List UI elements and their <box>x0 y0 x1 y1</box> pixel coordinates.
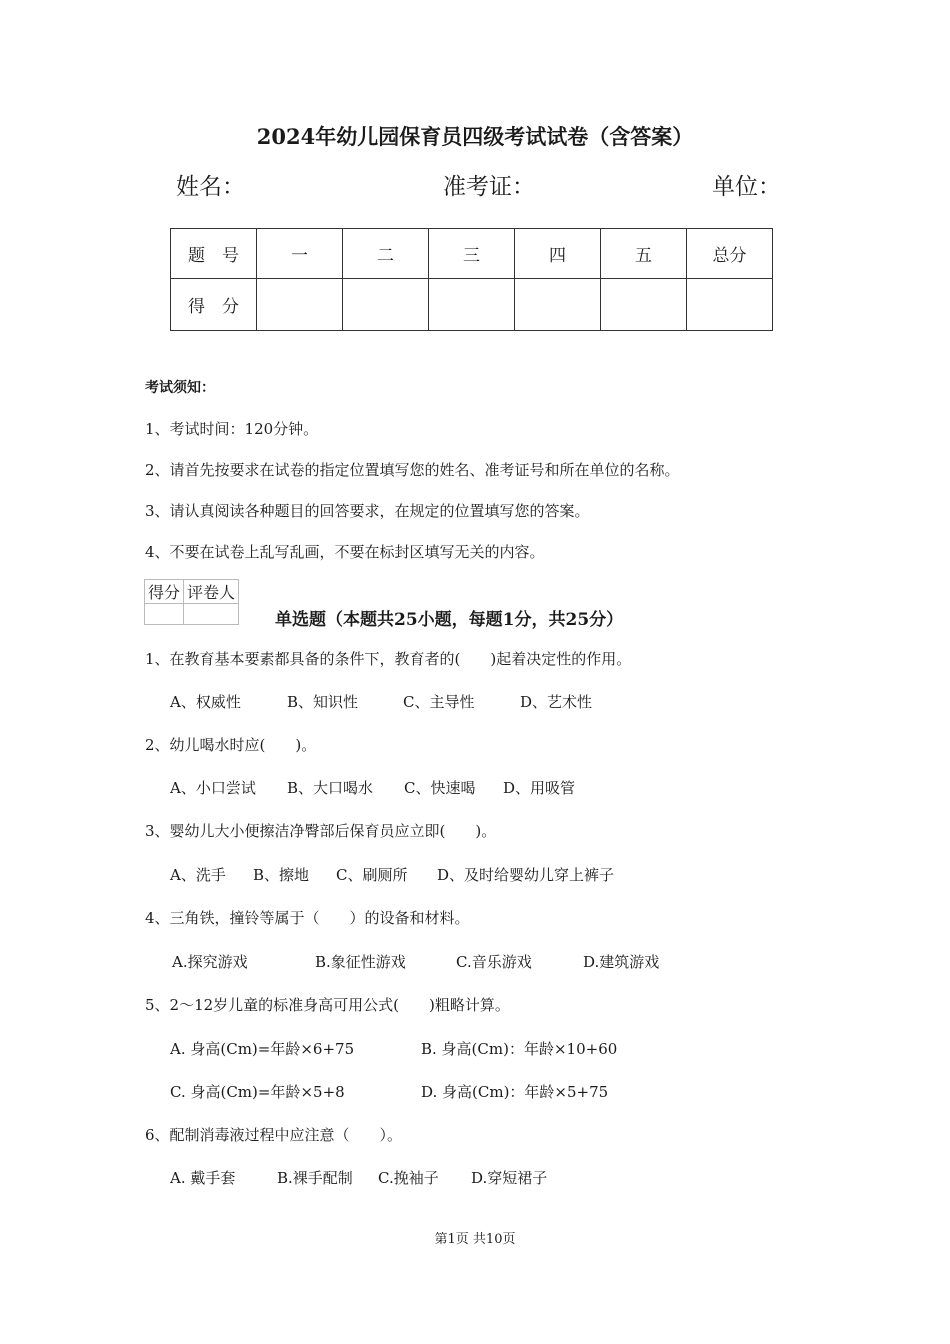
page-title: 2024年幼儿园保育员四级考试试卷（含答案） <box>256 124 694 149</box>
score-cell[interactable] <box>257 279 343 331</box>
section-title: 单选题（本题共25小题，每题1分，共25分） <box>275 610 624 630</box>
score-row-label: 得 分 <box>171 279 257 331</box>
answer-option: A、小口尝试 <box>170 779 256 797</box>
answer-option: B、大口喝水 <box>287 779 374 797</box>
answer-option: B.象征性游戏 <box>315 953 406 971</box>
answer-option: A. 戴手套 <box>170 1169 236 1187</box>
exam-id-label: 准考证： <box>443 174 535 200</box>
question-text: 5、2～12岁儿童的标准身高可用公式( )粗略计算。 <box>145 996 510 1014</box>
score-cell[interactable] <box>687 279 773 331</box>
score-cell[interactable] <box>601 279 687 331</box>
answer-option: B.裸手配制 <box>277 1169 353 1187</box>
question-text: 6、配制消毒液过程中应注意（ ）。 <box>145 1126 403 1144</box>
answer-option: C、刷厕所 <box>336 866 408 884</box>
answer-option: C.挽袖子 <box>378 1169 439 1187</box>
answer-option: A.探究游戏 <box>172 953 248 971</box>
score-table-header-cell: 五 <box>601 229 687 279</box>
grader-name-label: 评卷人 <box>184 580 239 604</box>
score-table-header-cell: 四 <box>515 229 601 279</box>
score-table-header-cell: 总分 <box>687 229 773 279</box>
answer-option: B. 身高(Cm)：年龄×10+60 <box>421 1040 618 1058</box>
answer-option: C.音乐游戏 <box>456 953 532 971</box>
grader-score-cell[interactable] <box>145 604 184 625</box>
grader-name-cell[interactable] <box>184 604 239 625</box>
unit-label: 单位： <box>712 174 781 200</box>
answer-option: D.建筑游戏 <box>583 953 660 971</box>
notice-item: 2、请首先按要求在试卷的指定位置填写您的姓名、准考证号和所在单位的名称。 <box>145 461 680 479</box>
score-table-header-row <box>171 229 773 279</box>
answer-option: D、艺术性 <box>520 693 593 711</box>
question-text: 1、在教育基本要素都具备的条件下，教育者的( )起着决定性的作用。 <box>145 650 632 668</box>
grader-score-label: 得分 <box>145 580 184 604</box>
score-table-header-cell: 二 <box>343 229 429 279</box>
notice-title: 考试须知： <box>145 380 215 396</box>
score-cell[interactable] <box>429 279 515 331</box>
notice-item: 3、请认真阅读各种题目的回答要求，在规定的位置填写您的答案。 <box>145 502 590 520</box>
answer-option: C、快速喝 <box>404 779 476 797</box>
answer-option: A、权威性 <box>170 693 241 711</box>
question-text: 2、幼儿喝水时应( )。 <box>145 736 317 754</box>
answer-option: A. 身高(Cm)=年龄×6+75 <box>170 1040 355 1058</box>
question-text: 4、三角铁，撞铃等属于（ ）的设备和材料。 <box>145 909 470 927</box>
page-footer: 第1页 共10页 <box>434 1232 516 1247</box>
answer-option: D.穿短裙子 <box>471 1169 548 1187</box>
score-table-header-cell: 三 <box>429 229 515 279</box>
score-table-header-cell: 一 <box>257 229 343 279</box>
name-label: 姓名： <box>176 174 245 200</box>
answer-option: C、主导性 <box>403 693 475 711</box>
question-text: 3、婴幼儿大小便擦洁净臀部后保育员应立即( )。 <box>145 822 497 840</box>
notice-item: 1、考试时间：120分钟。 <box>145 420 319 438</box>
answer-option: C. 身高(Cm)=年龄×5+8 <box>170 1083 345 1101</box>
score-table <box>170 228 773 331</box>
answer-option: D、及时给婴幼儿穿上裤子 <box>437 866 615 884</box>
score-table-header-cell: 题 号 <box>171 229 257 279</box>
answer-option: B、知识性 <box>287 693 359 711</box>
answer-option: D、用吸管 <box>503 779 576 797</box>
answer-option: D. 身高(Cm)：年龄×5+75 <box>421 1083 609 1101</box>
score-table-score-row <box>171 279 773 331</box>
notice-item: 4、不要在试卷上乱写乱画，不要在标封区填写无关的内容。 <box>145 543 545 561</box>
answer-option: B、擦地 <box>253 866 310 884</box>
score-cell[interactable] <box>343 279 429 331</box>
score-cell[interactable] <box>515 279 601 331</box>
answer-option: A、洗手 <box>170 866 226 884</box>
grader-box <box>144 579 239 625</box>
